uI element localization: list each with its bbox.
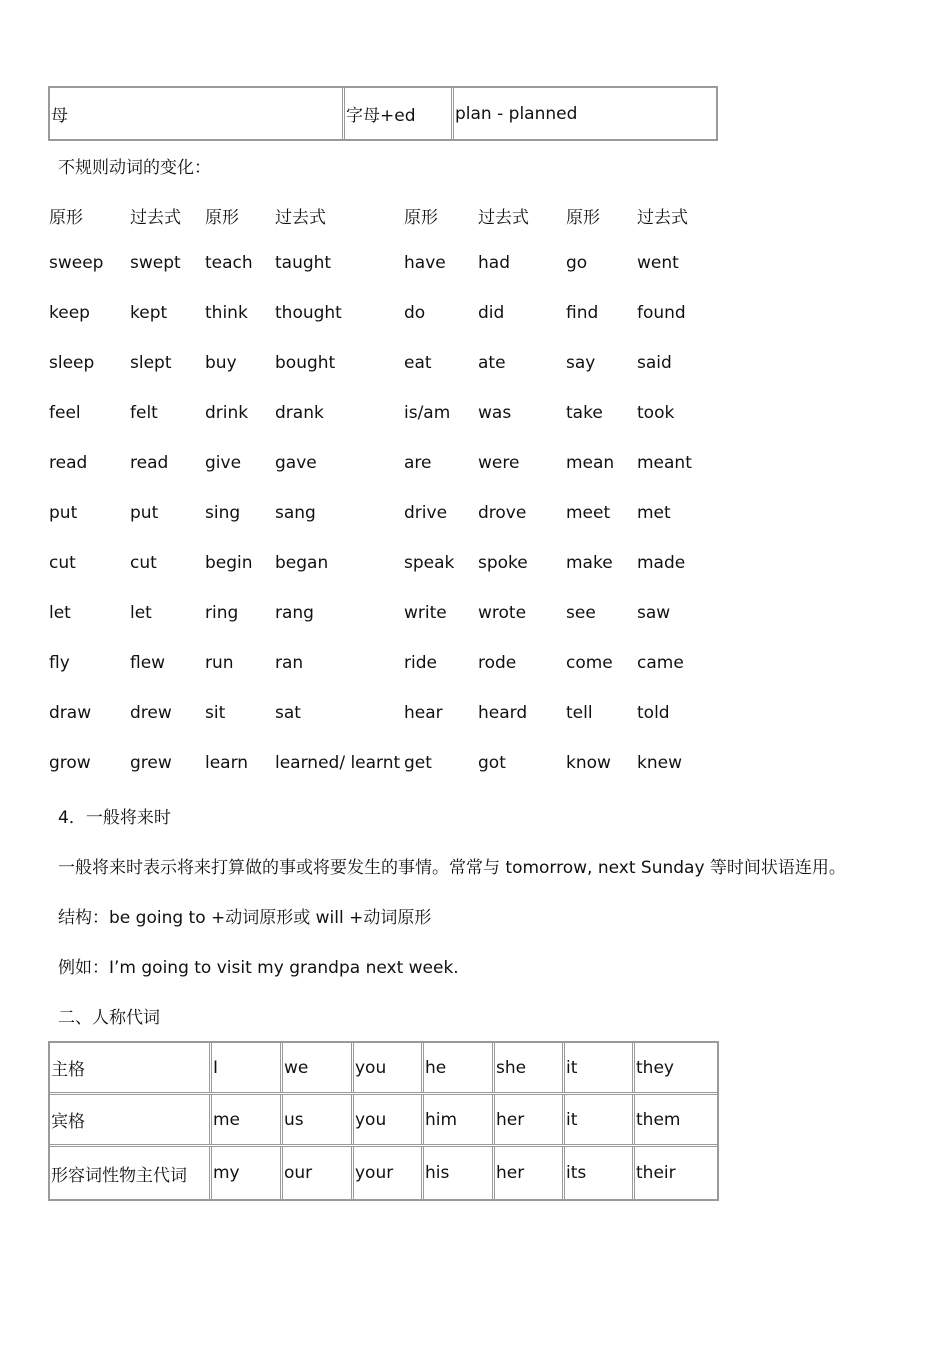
verb-base-form: hear — [404, 703, 443, 723]
verb-past-form: was — [478, 403, 512, 423]
verb-base-form: let — [49, 603, 71, 623]
verb-header-cell: 过去式 — [275, 208, 326, 228]
pronoun-cell: her — [495, 1095, 565, 1144]
verb-base-form: begin — [205, 553, 253, 573]
verb-base-form: run — [205, 653, 234, 673]
verb-row — [0, 453, 950, 483]
verb-base-form: do — [404, 303, 426, 323]
verb-past-form: began — [275, 553, 329, 573]
verb-row — [0, 603, 950, 633]
verb-past-form: wrote — [478, 603, 527, 623]
verb-past-form: gave — [275, 453, 317, 473]
verb-base-form: learn — [205, 753, 249, 773]
verb-row — [0, 753, 950, 783]
pronoun-cell: my — [212, 1147, 283, 1199]
verb-past-form: said — [637, 353, 672, 373]
pronoun-row — [50, 1095, 717, 1147]
verb-past-form: slept — [130, 353, 172, 373]
verb-base-form: get — [404, 753, 432, 773]
pronoun-row — [50, 1147, 717, 1199]
verb-base-form: tell — [566, 703, 593, 723]
verb-header-cell: 过去式 — [637, 208, 688, 228]
pronoun-cell: it — [565, 1043, 635, 1092]
verb-past-form: kept — [130, 303, 168, 323]
verb-base-form: read — [49, 453, 88, 473]
pronoun-cell: you — [354, 1043, 424, 1092]
verb-base-form: find — [566, 303, 599, 323]
verb-past-form: meant — [637, 453, 692, 473]
pronoun-case-label: 宾格 — [50, 1095, 212, 1144]
verb-past-form: heard — [478, 703, 528, 723]
verb-base-form: grow — [49, 753, 91, 773]
irregular-verbs-heading: 不规则动词的变化： — [58, 158, 211, 178]
verb-past-form: went — [637, 253, 679, 273]
pronoun-cell: it — [565, 1095, 635, 1144]
pronoun-cell: your — [354, 1147, 424, 1199]
verb-past-form: put — [130, 503, 159, 523]
verb-past-form: taught — [275, 253, 332, 273]
verb-base-form: drive — [404, 503, 448, 523]
verb-row — [0, 703, 950, 733]
verb-past-form: thought — [275, 303, 342, 323]
verb-base-form: sweep — [49, 253, 104, 273]
verb-base-form: cut — [49, 553, 76, 573]
verb-base-form: buy — [205, 353, 237, 373]
verb-past-form: felt — [130, 403, 158, 423]
verb-past-form: made — [637, 553, 686, 573]
verb-base-form: drink — [205, 403, 249, 423]
verb-row — [0, 553, 950, 583]
verb-header-cell: 过去式 — [130, 208, 181, 228]
rule-table-cell: 母 — [50, 88, 345, 139]
verb-base-form: say — [566, 353, 596, 373]
verb-past-form: were — [478, 453, 520, 473]
verb-base-form: come — [566, 653, 613, 673]
verb-past-form: rode — [478, 653, 517, 673]
verb-past-form: drew — [130, 703, 172, 723]
verb-past-form: grew — [130, 753, 172, 773]
verb-past-form: did — [478, 303, 505, 323]
verb-past-form: drove — [478, 503, 527, 523]
verb-past-form: let — [130, 603, 152, 623]
verb-base-form: is/am — [404, 403, 451, 423]
verb-base-form: see — [566, 603, 596, 623]
verb-past-form: met — [637, 503, 671, 523]
verb-base-form: mean — [566, 453, 615, 473]
verb-row — [0, 353, 950, 383]
rule-table-fragment — [48, 86, 718, 141]
verb-header-cell: 过去式 — [478, 208, 529, 228]
verb-base-form: keep — [49, 303, 90, 323]
pronoun-cell: I — [212, 1043, 283, 1092]
pronoun-cell: her — [495, 1147, 565, 1199]
verb-base-form: are — [404, 453, 432, 473]
verb-past-form: took — [637, 403, 675, 423]
verb-past-form: spoke — [478, 553, 528, 573]
verb-past-form: ran — [275, 653, 304, 673]
verb-base-form: give — [205, 453, 242, 473]
verb-past-form: drank — [275, 403, 324, 423]
verb-row — [0, 653, 950, 683]
verb-base-form: write — [404, 603, 447, 623]
pronoun-cell: him — [424, 1095, 495, 1144]
verb-past-form: swept — [130, 253, 181, 273]
verb-base-form: fly — [49, 653, 70, 673]
verb-base-form: speak — [404, 553, 455, 573]
verb-past-form: cut — [130, 553, 157, 573]
verb-base-form: ring — [205, 603, 239, 623]
pronoun-cell: me — [212, 1095, 283, 1144]
verb-past-form: read — [130, 453, 169, 473]
pronoun-cell: they — [636, 1057, 674, 1078]
verb-past-form: rang — [275, 603, 314, 623]
verb-past-form: knew — [637, 753, 682, 773]
pronoun-table — [48, 1041, 719, 1201]
future-tense-description: 一般将来时表示将来打算做的事或将要发生的事情。常常与 tomorrow, next Sunday 等时间状语连用。 — [58, 858, 846, 878]
pronoun-cell: you — [354, 1095, 424, 1144]
rule-table-cell: 字母+ed — [345, 88, 454, 139]
verb-base-form: meet — [566, 503, 611, 523]
verb-base-form: put — [49, 503, 78, 523]
verb-base-form: draw — [49, 703, 92, 723]
verb-past-form: learned/ learnt — [275, 753, 401, 773]
verb-past-form: came — [637, 653, 684, 673]
verb-past-form: told — [637, 703, 670, 723]
verb-base-form: sing — [205, 503, 241, 523]
pronoun-cell: his — [424, 1147, 495, 1199]
verb-past-form: sat — [275, 703, 301, 723]
pronoun-cell: us — [283, 1095, 354, 1144]
verb-base-form: eat — [404, 353, 432, 373]
rule-table-cell: plan - planned — [455, 103, 578, 124]
pronoun-heading: 二、人称代词 — [58, 1008, 160, 1028]
verb-base-form: think — [205, 303, 248, 323]
pronoun-cell: their — [636, 1163, 676, 1183]
pronoun-cell: she — [495, 1043, 565, 1092]
verb-past-form: sang — [275, 503, 316, 523]
pronoun-case-label: 形容词性物主代词 — [50, 1147, 212, 1199]
verb-base-form: take — [566, 403, 603, 423]
verb-base-form: know — [566, 753, 611, 773]
verb-header-cell: 原形 — [205, 208, 239, 228]
pronoun-cell: our — [283, 1147, 354, 1199]
verb-row — [0, 253, 950, 283]
verb-header-cell: 原形 — [49, 208, 83, 228]
pronoun-cell: we — [283, 1043, 354, 1092]
verb-base-form: teach — [205, 253, 253, 273]
verb-row — [0, 403, 950, 433]
verb-base-form: sleep — [49, 353, 95, 373]
verb-row — [0, 303, 950, 333]
pronoun-cell: them — [636, 1109, 681, 1130]
verb-base-form: sit — [205, 703, 226, 723]
future-tense-structure: 结构：be going to +动词原形或 will +动词原形 — [58, 908, 432, 928]
verb-base-form: make — [566, 553, 613, 573]
verb-past-form: flew — [130, 653, 166, 673]
verb-past-form: had — [478, 253, 510, 273]
future-tense-example: 例如：I’m going to visit my grandpa next week. — [58, 958, 459, 978]
pronoun-cell: its — [565, 1147, 635, 1199]
verb-past-form: ate — [478, 353, 506, 373]
verb-base-form: have — [404, 253, 446, 273]
pronoun-row — [50, 1043, 717, 1095]
verb-base-form: ride — [404, 653, 437, 673]
verb-past-form: bought — [275, 353, 336, 373]
verb-past-form: got — [478, 753, 506, 773]
verb-header-cell: 原形 — [566, 208, 600, 228]
verb-base-form: go — [566, 253, 588, 273]
pronoun-case-label: 主格 — [50, 1043, 212, 1092]
future-tense-heading: 4．一般将来时 — [58, 808, 171, 828]
verb-past-form: saw — [637, 603, 671, 623]
verb-header-cell: 原形 — [404, 208, 438, 228]
pronoun-cell: he — [424, 1043, 495, 1092]
verb-base-form: feel — [49, 403, 81, 423]
verb-past-form: found — [637, 303, 686, 323]
verb-row — [0, 503, 950, 533]
verb-header-row — [0, 203, 950, 233]
